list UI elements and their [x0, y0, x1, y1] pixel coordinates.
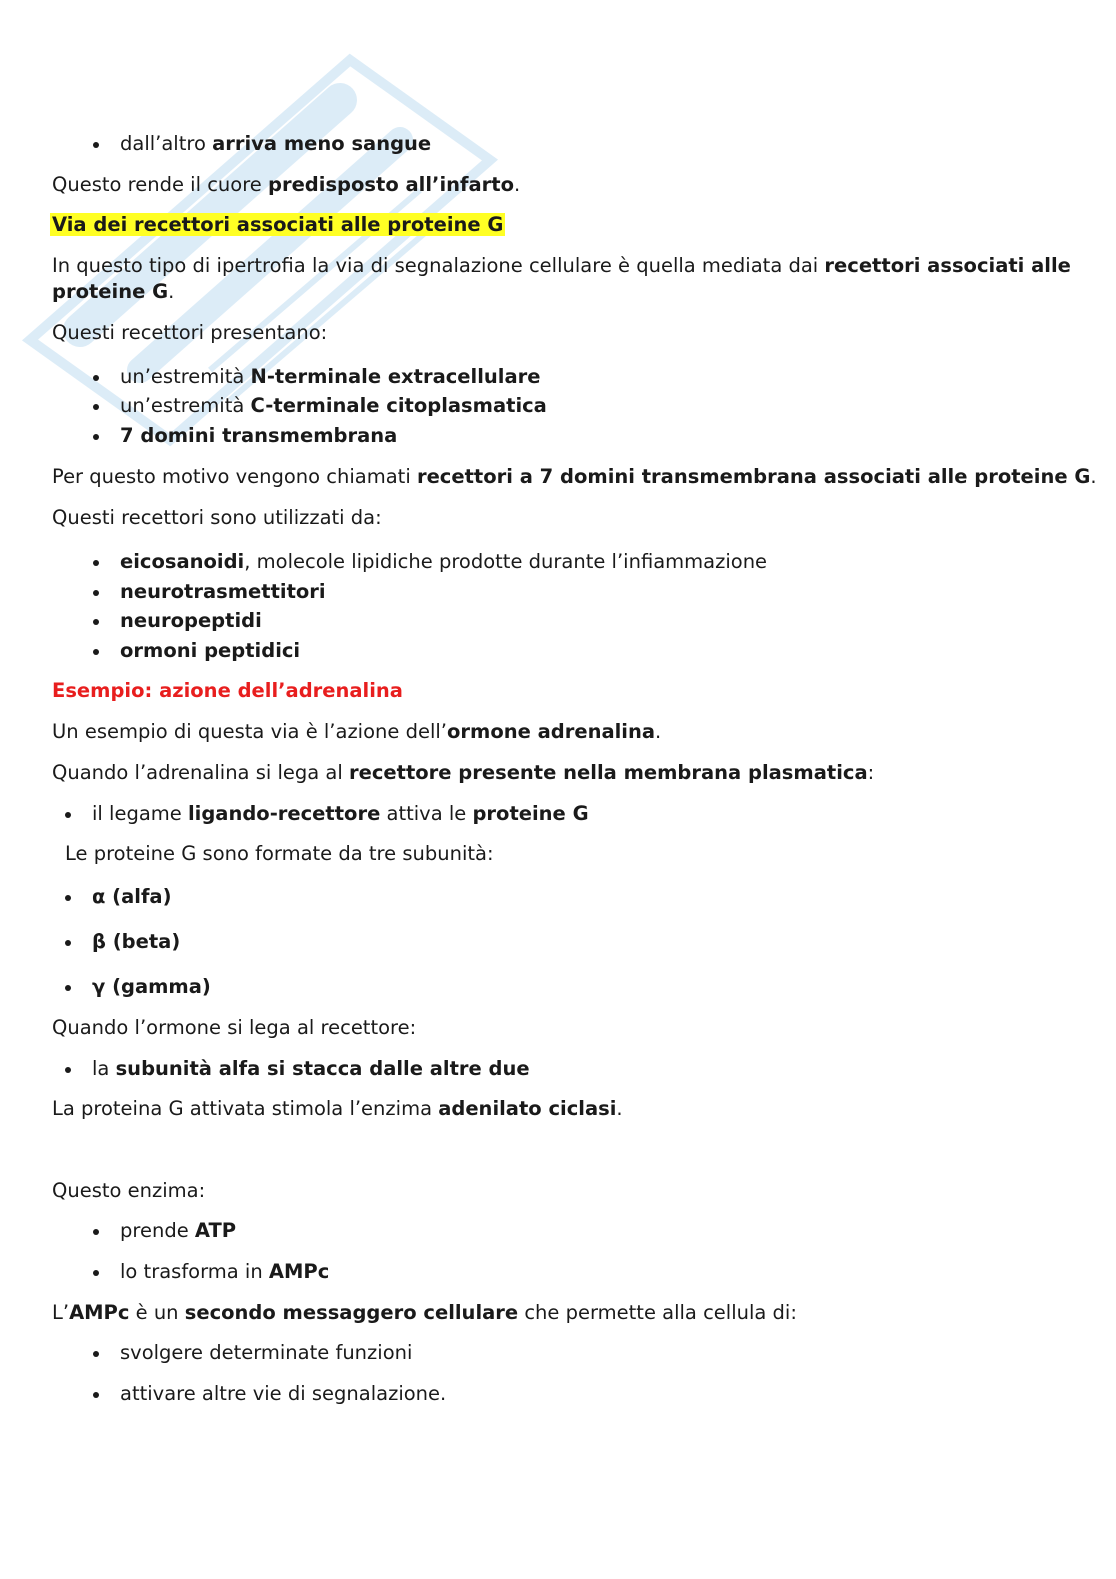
list-item: γ (gamma) — [92, 975, 211, 998]
list-item: il legame ligando-recettore attiva le proteine G — [92, 802, 589, 825]
list-item: svolgere determinate funzioni — [120, 1341, 413, 1364]
list-item: ormoni peptidici — [120, 639, 301, 662]
list-item: β (beta) — [92, 930, 181, 953]
list-item: eicosanoidi, molecole lipidiche prodotte durante l’infiammazione — [120, 550, 768, 573]
paragraph: Questo enzima: — [52, 1179, 206, 1202]
paragraph: Questi recettori sono utilizzati da: — [52, 506, 382, 529]
paragraph: Un esempio di questa via è l’azione dell’ormone adrenalina. — [52, 720, 662, 743]
list-item: α (alfa) — [92, 885, 172, 908]
paragraph: Quando l’adrenalina si lega al recettore presente nella membrana plasmatica: — [52, 761, 875, 784]
section-heading: Via dei recettori associati alle proteine G — [52, 213, 504, 236]
paragraph: Questi recettori presentano: — [52, 321, 328, 344]
list-item: 7 domini transmembrana — [120, 424, 398, 447]
list-item: neuropeptidi — [120, 609, 262, 632]
paragraph-continuation: proteine G. — [52, 280, 175, 303]
list-item: lo trasforma in AMPc — [120, 1260, 330, 1283]
paragraph: Le proteine G sono formate da tre subunità: — [65, 842, 494, 865]
paragraph: La proteina G attivata stimola l’enzima adenilato ciclasi. — [52, 1097, 623, 1120]
list-item: dall’altro arriva meno sangue — [120, 132, 432, 155]
list-item: un’estremità C-terminale citoplasmatica — [120, 394, 547, 417]
paragraph: Per questo motivo vengono chiamati recettori a 7 domini transmembrana associati alle proteine G. — [52, 465, 1097, 488]
paragraph: L’AMPc è un secondo messaggero cellulare che permette alla cellula di: — [52, 1301, 797, 1324]
example-heading: Esempio: azione dell’adrenalina — [52, 679, 403, 702]
list-item: attivare altre vie di segnalazione. — [120, 1382, 447, 1405]
list-item: neurotrasmettitori — [120, 580, 326, 603]
list-item: un’estremità N-terminale extracellulare — [120, 365, 541, 388]
list-item: la subunità alfa si stacca dalle altre due — [92, 1057, 530, 1080]
paragraph: Questo rende il cuore predisposto all’infarto. — [52, 173, 521, 196]
paragraph: In questo tipo di ipertrofia la via di segnalazione cellulare è quella mediata dai recettori associati alle — [52, 254, 1071, 277]
paragraph: Quando l’ormone si lega al recettore: — [52, 1016, 417, 1039]
list-item: prende ATP — [120, 1219, 237, 1242]
